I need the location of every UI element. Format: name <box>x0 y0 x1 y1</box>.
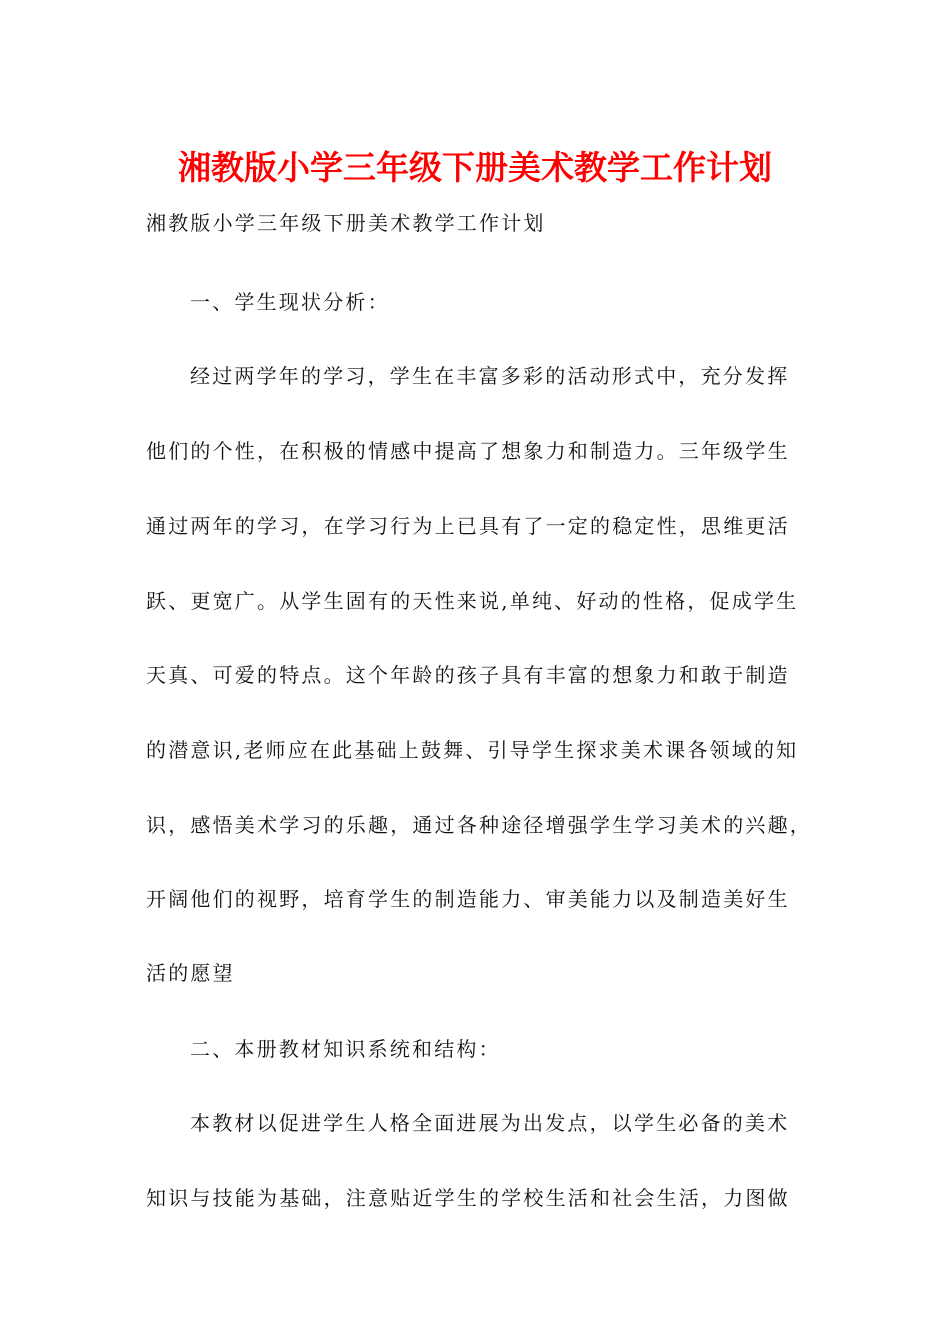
paragraph-line: 开阔他们的视野，培育学生的制造能力、审美能力以及制造美好生 <box>146 887 790 911</box>
paragraph-line: 跃、更宽广。从学生固有的天性来说,单纯、好动的性格，促成学生 <box>146 589 799 613</box>
paragraph-line: 活的愿望 <box>146 961 235 985</box>
paragraph-line: 本教材以促进学生人格全面进展为出发点，以学生必备的美术 <box>190 1111 790 1135</box>
paragraph-line: 他们的个性，在积极的情感中提高了想象力和制造力。三年级学生 <box>146 439 790 463</box>
paragraph-line: 通过两年的学习，在学习行为上已具有了一定的稳定性，思维更活 <box>146 514 790 538</box>
paragraph-line: 的潜意识,老师应在此基础上鼓舞、引导学生探求美术课各领域的知 <box>146 738 799 762</box>
paragraph-line: 经过两学年的学习，学生在丰富多彩的活动形式中，充分发挥 <box>190 364 790 388</box>
paragraph-line: 识，感悟美术学习的乐趣，通过各种途径增强学生学习美术的兴趣， <box>146 813 812 837</box>
section-heading-textbook-structure: 二、本册教材知识系统和结构： <box>190 1037 501 1061</box>
document-subtitle: 湘教版小学三年级下册美术教学工作计划 <box>146 211 546 235</box>
paragraph-line: 知识与技能为基础，注意贴近学生的学校生活和社会生活，力图做 <box>146 1186 790 1210</box>
document-title: 湘教版小学三年级下册美术教学工作计划 <box>178 148 772 187</box>
paragraph-line: 天真、可爱的特点。这个年龄的孩子具有丰富的想象力和敢于制造 <box>146 663 790 687</box>
section-heading-student-analysis: 一、学生现状分析： <box>190 290 390 314</box>
